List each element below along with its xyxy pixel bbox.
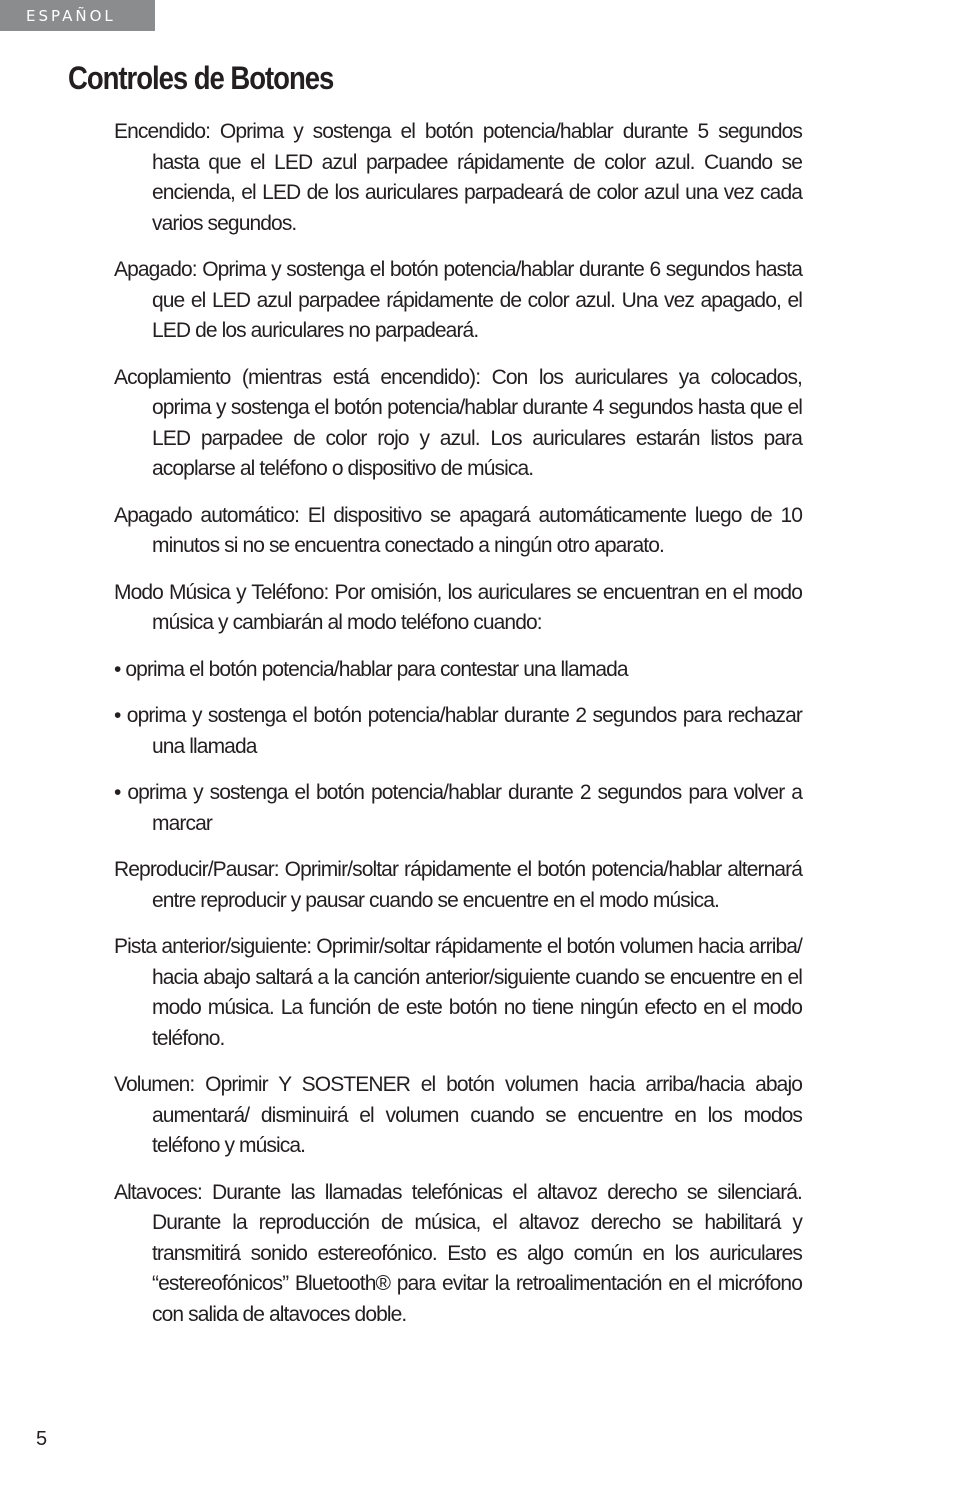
item-music-phone-mode: Modo Música y Teléfono: Por omisión, los auriculares se encuentran en el modo música y cambiarán al modo teléfono cuando: <box>114 580 802 634</box>
item-bullet-answer-call: • oprima el botón potencia/hablar para contestar una llamada <box>114 657 628 681</box>
item-prev-next-track: Pista anterior/siguiente: Oprimir/soltar rápidamente el botón volumen hacia arriba/ hacia abajo saltará a la canción anterior/siguiente cuando se encuentre en el modo música. La función de este botón no tiene ningún efecto en el modo teléfono. <box>114 935 802 1050</box>
language-tab: ESPAÑOL <box>0 0 155 31</box>
item-bullet-reject-call: • oprima y sostenga el botón potencia/hablar durante 2 segundos para rechazar una llamada <box>114 704 802 758</box>
item-bullet-redial: • oprima y sostenga el botón potencia/hablar durante 2 segundos para volver a marcar <box>114 781 802 835</box>
item-auto-off: Apagado automático: El dispositivo se apagará automáticamente luego de 10 minutos si no se encuentra conectado a ningún otro aparato. <box>114 503 802 557</box>
page-title: Controles de Botones <box>68 60 334 96</box>
page-number: 5 <box>36 1428 48 1450</box>
item-power-on: Encendido: Oprima y sostenga el botón potencia/hablar durante 5 segundos hasta que el LED azul parpadee rápidamente de color azul. Cuando se encienda, el LED de los auriculares parpadeará de color azul una vez cada varios segundos. <box>114 120 802 235</box>
button-controls-list <box>114 117 802 1346</box>
item-pairing: Acoplamiento (mientras está encendido): Con los auriculares ya colocados, oprima y sostenga el botón potencia/hablar durante 4 segundos hasta que el LED parpadee de color rojo y azul. Los auriculares estarán listos para acoplarse al teléfono o dispositivo de música. <box>114 365 802 480</box>
item-power-off: Apagado: Oprima y sostenga el botón potencia/hablar durante 6 segundos hasta que el LED azul parpadee rápidamente de color azul. Una vez apagado, el LED de los auriculares no parpadeará. <box>114 258 802 342</box>
item-play-pause: Reproducir/Pausar: Oprimir/soltar rápidamente el botón potencia/hablar alternará entre reproducir y pausar cuando se encuentre en el modo música. <box>114 858 802 912</box>
item-volume: Volumen: Oprimir Y SOSTENER el botón volumen hacia arriba/hacia abajo aumentará/ disminuirá el volumen cuando se encuentre en los modos teléfono y música. <box>114 1073 802 1157</box>
item-speakers: Altavoces: Durante las llamadas telefónicas el altavoz derecho se silenciará. Durante la reproducción de música, el altavoz derecho se habilitará y transmitirá sonido estereofónico. Esto es algo común en los auriculares “estereofónicos” Bluetooth® para evitar la retroalimentación en el micrófono con salida de altavoces doble. <box>114 1180 802 1326</box>
